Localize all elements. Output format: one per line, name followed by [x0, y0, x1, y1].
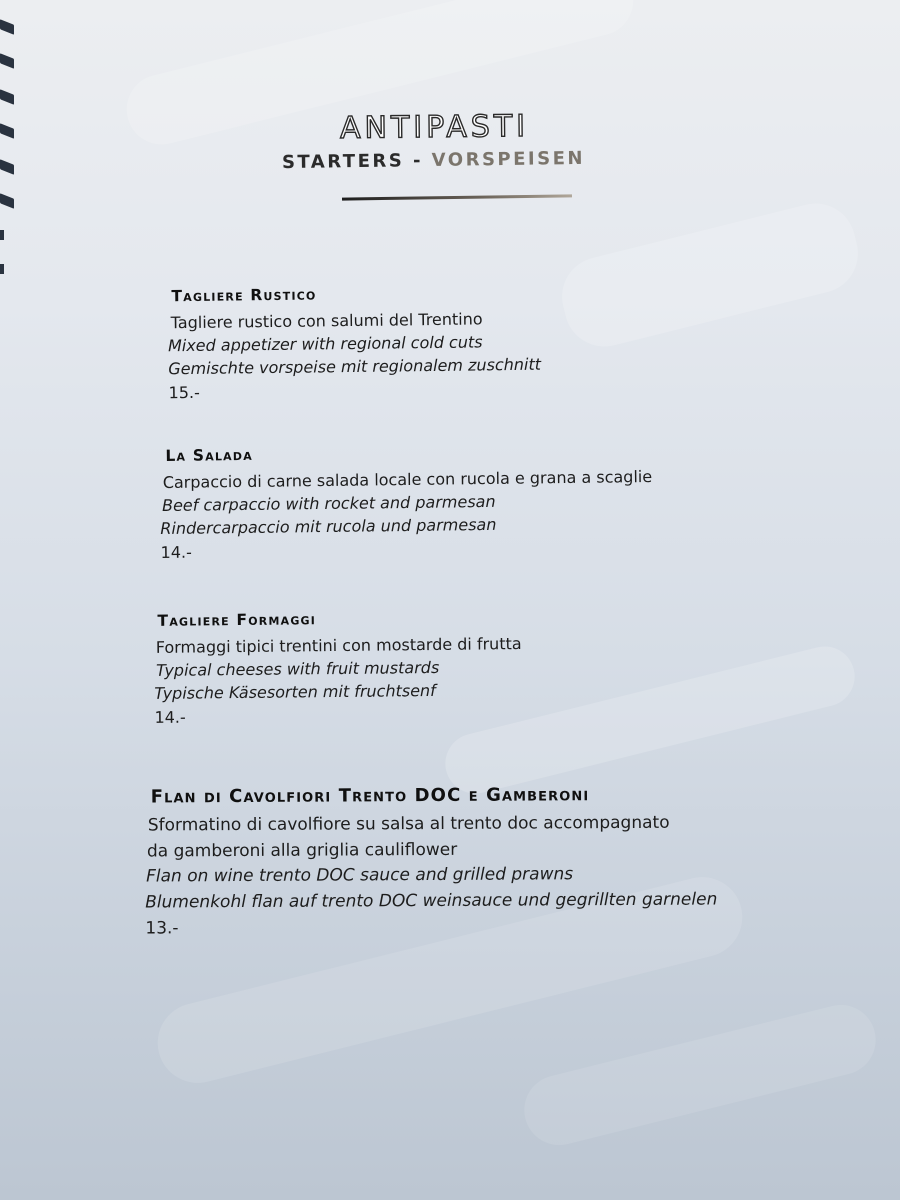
item-price: 15.-: [168, 382, 200, 403]
item-description-german: Blumenkohl flan auf trento DOC weinsauce und gegrillten garnelen: [145, 889, 718, 912]
item-name: La Salada: [165, 445, 253, 465]
item-description-italian: Formaggi tipici trentini con mostarde di frutta: [155, 634, 522, 657]
item-description-english: Typical cheeses with fruit mustards: [155, 657, 440, 680]
subtitle-vorspeisen: VORSPEISEN: [431, 147, 586, 172]
menu-item-tagliere-formaggi: [153, 608, 522, 727]
item-description-italian: Carpaccio di carne salada locale con rucola e grana a scaglie: [162, 466, 653, 492]
item-description-german: Rindercarpaccio mit rucola und parmesan: [160, 514, 497, 539]
item-description-english: Flan on wine trento DOC sauce and grilled prawns: [146, 864, 574, 887]
page-subtitle: [282, 148, 585, 173]
item-name: Flan di Cavolfiori Trento DOC e Gamberoni: [150, 784, 590, 808]
item-price: 14.-: [154, 707, 186, 727]
item-description-german: Typische Käsesorten mit fruchtsenf: [154, 680, 436, 703]
item-description-italian: Sformatino di cavolfiore su salsa al trento doc accompagnato: [147, 812, 670, 836]
item-description-english: Beef carpaccio with rocket and parmesan: [161, 491, 496, 515]
menu-item-la-salada: [159, 441, 653, 562]
item-price: 14.-: [160, 542, 192, 563]
menu-item-flan-di-cavolfiori: [145, 784, 718, 939]
item-name: Tagliere Formaggi: [157, 610, 317, 630]
menu-item-tagliere-rustico: [167, 283, 541, 403]
subtitle-starters: STARTERS -: [281, 150, 432, 174]
item-description-italian-continued: da gamberoni alla griglia cauliflower: [146, 839, 458, 861]
item-name: Tagliere Rustico: [171, 285, 317, 306]
title-divider: [342, 194, 572, 200]
item-price: 13.-: [145, 918, 179, 939]
item-description-italian: Tagliere rustico con salumi del Trentino: [170, 309, 483, 333]
item-description-english: Mixed appetizer with regional cold cuts: [167, 332, 483, 356]
item-description-german: Gemischte vorspeise mit regionalem zuschnitt: [168, 354, 542, 379]
page-title: ANTIPASTI: [339, 109, 530, 146]
